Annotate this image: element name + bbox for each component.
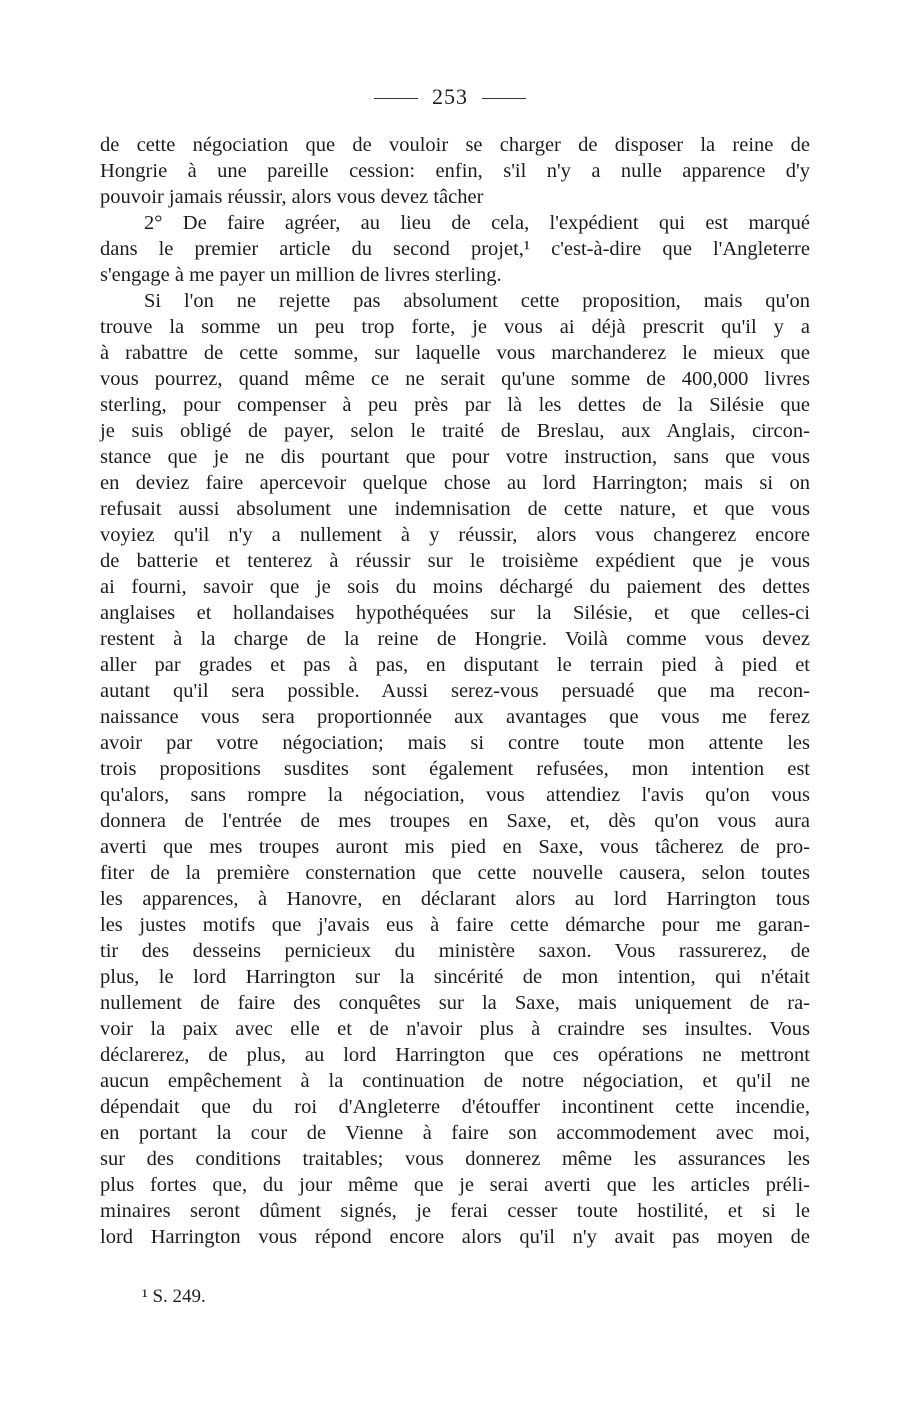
- text-line: plus fortes que, du jour même que je serai averti que les articles préli-: [100, 1174, 810, 1196]
- text-line: dépendait que du roi d'Angleterre d'étouffer incontinent cette incendie,: [100, 1096, 810, 1118]
- text-line: les apparences, à Hanovre, en déclarant alors au lord Harrington tous: [100, 888, 810, 910]
- text-line: à rabattre de cette somme, sur laquelle vous marchanderez le mieux que: [100, 342, 810, 364]
- text-line: s'engage à me payer un million de livres sterling.: [100, 264, 502, 286]
- text-line: vous pourrez, quand même ce ne serait qu'une somme de 400,000 livres: [100, 368, 810, 390]
- text-line: avoir par votre négociation; mais si contre toute mon attente les: [100, 732, 810, 754]
- text-line: en deviez faire apercevoir quelque chose au lord Harrington; mais si on: [100, 472, 810, 494]
- text-line: tir des desseins pernicieux du ministère saxon. Vous rassurerez, de: [100, 940, 810, 962]
- text-line: pouvoir jamais réussir, alors vous devez tâcher: [100, 186, 484, 208]
- page-header: [0, 84, 900, 110]
- text-line: de batterie et tenterez à réussir sur le troisième expédient que je vous: [100, 550, 810, 572]
- header-rule-right: [482, 98, 526, 99]
- text-line: lord Harrington vous répond encore alors qu'il n'y avait pas moyen de: [100, 1226, 810, 1248]
- text-line: fiter de la première consternation que cette nouvelle causera, selon toutes: [100, 862, 810, 884]
- text-line: dans le premier article du second projet,¹ c'est-à-dire que l'Angleterre: [100, 238, 810, 260]
- body-text: [100, 132, 810, 1250]
- text-line: voir la paix avec elle et de n'avoir plus à craindre ses insultes. Vous: [100, 1018, 810, 1040]
- text-line: déclarerez, de plus, au lord Harrington que ces opérations ne mettront: [100, 1044, 810, 1066]
- text-line: aucun empêchement à la continuation de notre négociation, et qu'il ne: [100, 1070, 810, 1092]
- text-line: aller par grades et pas à pas, en disputant le terrain pied à pied et: [100, 654, 810, 676]
- page-number: 253: [432, 84, 468, 109]
- text-line: nullement de faire des conquêtes sur la Saxe, mais uniquement de ra-: [100, 992, 810, 1014]
- text-line: plus, le lord Harrington sur la sincérité de mon intention, qui n'était: [100, 966, 810, 988]
- text-line: sterling, pour compenser à peu près par là les dettes de la Silésie que: [100, 394, 810, 416]
- text-line: trouve la somme un peu trop forte, je vous ai déjà prescrit qu'il y a: [100, 316, 810, 338]
- text-line: 2° De faire agréer, au lieu de cela, l'expédient qui est marqué: [144, 212, 810, 234]
- text-line: je suis obligé de payer, selon le traité de Breslau, aux Anglais, circon-: [100, 420, 810, 442]
- text-line: stance que je ne dis pourtant que pour votre instruction, sans que vous: [100, 446, 810, 468]
- footnote: ¹ S. 249.: [142, 1286, 206, 1307]
- text-line: minaires seront dûment signés, je ferai cesser toute hostilité, et si le: [100, 1200, 810, 1222]
- text-line: autant qu'il sera possible. Aussi serez-vous persuadé que ma recon-: [100, 680, 810, 702]
- text-line: donnera de l'entrée de mes troupes en Saxe, et, dès qu'on vous aura: [100, 810, 810, 832]
- text-line: voyiez qu'il n'y a nullement à y réussir, alors vous changerez encore: [100, 524, 810, 546]
- text-line: sur des conditions traitables; vous donnerez même les assurances les: [100, 1148, 810, 1170]
- text-line: anglaises et hollandaises hypothéquées sur la Silésie, et que celles-ci: [100, 602, 810, 624]
- header-rule-left: [374, 98, 418, 99]
- text-line: refusait aussi absolument une indemnisation de cette nature, et que vous: [100, 498, 810, 520]
- text-line: naissance vous sera proportionnée aux avantages que vous me ferez: [100, 706, 810, 728]
- text-line: en portant la cour de Vienne à faire son accommodement avec moi,: [100, 1122, 810, 1144]
- text-line: restent à la charge de la reine de Hongrie. Voilà comme vous devez: [100, 628, 810, 650]
- text-line: trois propositions susdites sont également refusées, mon intention est: [100, 758, 810, 780]
- text-line: ai fourni, savoir que je sois du moins déchargé du paiement des dettes: [100, 576, 810, 598]
- text-line: les justes motifs que j'avais eus à faire cette démarche pour me garan-: [100, 914, 810, 936]
- text-line: Hongrie à une pareille cession: enfin, s'il n'y a nulle apparence d'y: [100, 160, 810, 182]
- text-line: averti que mes troupes auront mis pied en Saxe, vous tâcherez de pro-: [100, 836, 810, 858]
- text-line: de cette négociation que de vouloir se charger de disposer la reine de: [100, 134, 810, 156]
- text-line: Si l'on ne rejette pas absolument cette proposition, mais qu'on: [144, 290, 810, 312]
- text-line: qu'alors, sans rompre la négociation, vous attendiez l'avis qu'on vous: [100, 784, 810, 806]
